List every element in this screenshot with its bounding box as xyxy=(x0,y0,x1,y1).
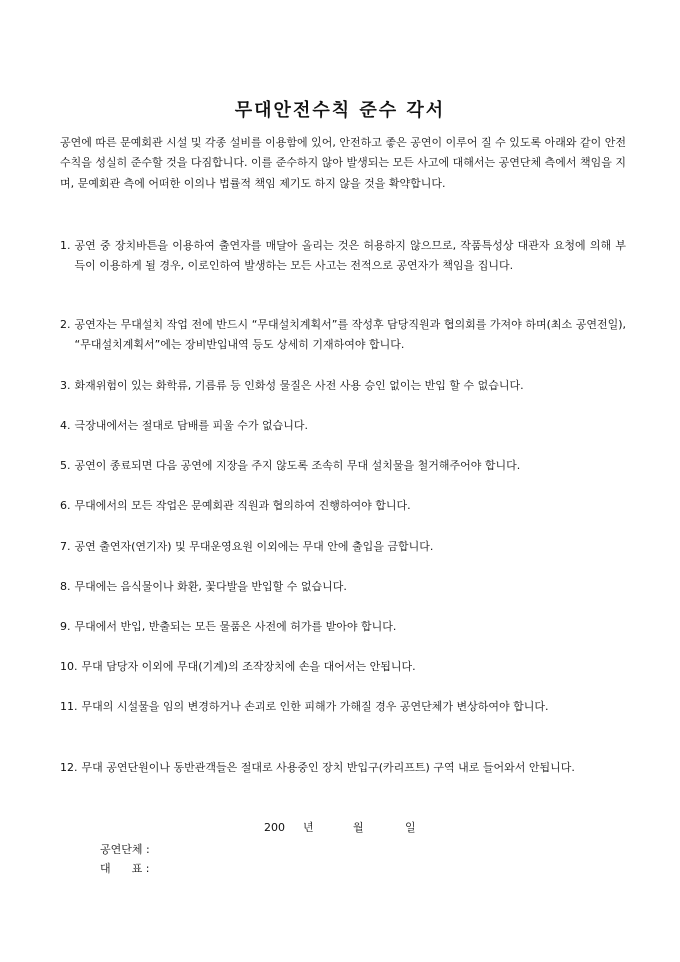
rule-text: 무대에서 반입, 반출되는 모든 물품은 사전에 허가를 받아야 합니다. xyxy=(74,620,397,633)
rule-number: 4. xyxy=(60,419,71,432)
rule-item xyxy=(60,496,626,516)
performance-group-label: 공연단체 : xyxy=(100,843,150,856)
rule-number: 1. xyxy=(60,239,71,252)
rule-text: 극장내에서는 절대로 담배를 피울 수가 없습니다. xyxy=(74,419,308,432)
rule-item xyxy=(60,758,626,778)
rule-text: 무대에서의 모든 작업은 문예회관 직원과 협의하여 진행하여야 합니다. xyxy=(74,499,411,512)
rule-text: 공연이 종료되면 다음 공연에 지장을 주지 않도록 조속히 무대 설치물을 철거해주어야 합니다. xyxy=(74,459,521,472)
rule-number: 11. xyxy=(60,700,78,713)
rule-text: 무대에는 음식물이나 화환, 꽃다발을 반입할 수 없습니다. xyxy=(74,580,347,593)
rule-text: 무대의 시설물을 임의 변경하거나 손괴로 인한 피해가 가해질 경우 공연단체가 변상하여야 합니다. xyxy=(81,700,549,713)
rule-text: 화재위험이 있는 화학류, 기름류 등 인화성 물질은 사전 사용 승인 없이는 반입 할 수 없습니다. xyxy=(74,379,524,392)
rule-item xyxy=(60,456,626,476)
rule-text: 공연 중 장치바튼을 이용하여 출연자를 매달아 올리는 것은 허용하지 않으므로, 작품특성상 대관자 요청에 의해 부득이 이용하게 될 경우, 이로인하여 발생하는 모든 사고는 전적으로 공연자가 책임을 집니다. xyxy=(74,239,626,272)
rule-number: 5. xyxy=(60,459,71,472)
rule-item xyxy=(60,697,626,717)
rule-item xyxy=(60,537,626,557)
rule-text: 공연자는 무대설치 작업 전에 반드시 “무대설치계획서”를 작성후 담당직원과 협의회를 가져야 하며(최소 공연전일), “무대설치계획서”에는 장비반입내역 등도 상세히 기재하여야 합니다. xyxy=(74,318,626,351)
rule-number: 8. xyxy=(60,580,71,593)
rule-number: 9. xyxy=(60,620,71,633)
rule-item xyxy=(60,236,626,276)
year-label: 년 xyxy=(303,821,314,834)
day-label: 일 xyxy=(405,821,416,834)
rule-number: 3. xyxy=(60,379,71,392)
rule-item xyxy=(60,315,626,355)
rule-number: 7. xyxy=(60,540,71,553)
document-title: 무대안전수칙 준수 각서 xyxy=(234,100,446,121)
rule-item xyxy=(60,376,626,396)
rule-item xyxy=(60,577,626,597)
month-label: 월 xyxy=(353,821,364,834)
rule-text: 무대 공연단원이나 동반관객들은 절대로 사용중인 장치 반입구(카리프트) 구역 내로 들어와서 안됩니다. xyxy=(81,761,575,774)
rule-number: 12. xyxy=(60,761,78,774)
rule-number: 2. xyxy=(60,318,71,331)
rule-item xyxy=(60,617,626,637)
year-prefix: 200 xyxy=(264,821,285,834)
rule-text: 무대 담당자 이외에 무대(기계)의 조작장치에 손을 대어서는 안됩니다. xyxy=(81,660,416,673)
representative-label: 대 표 : xyxy=(100,862,150,875)
rule-item xyxy=(60,416,626,436)
intro-paragraph: 공연에 따른 문예회관 시설 및 각종 설비를 이용함에 있어, 안전하고 좋은 공연이 이루어 질 수 있도록 아래와 같이 안전수칙을 성실히 준수할 것을 다짐합니다. 이를 준수하지 않아 발생되는 모든 사고에 대해서는 공연단체 측에서 책임을 지며, 문예회관 측에 어떠한 이의나 법률적 책임 제기도 하지 않을 것을 확약합니다. xyxy=(60,136,626,190)
rule-number: 6. xyxy=(60,499,71,512)
rule-text: 공연 출연자(연기자) 및 무대운영요원 이외에는 무대 안에 출입을 금합니다. xyxy=(74,540,434,553)
rule-item xyxy=(60,657,626,677)
rule-number: 10. xyxy=(60,660,78,673)
